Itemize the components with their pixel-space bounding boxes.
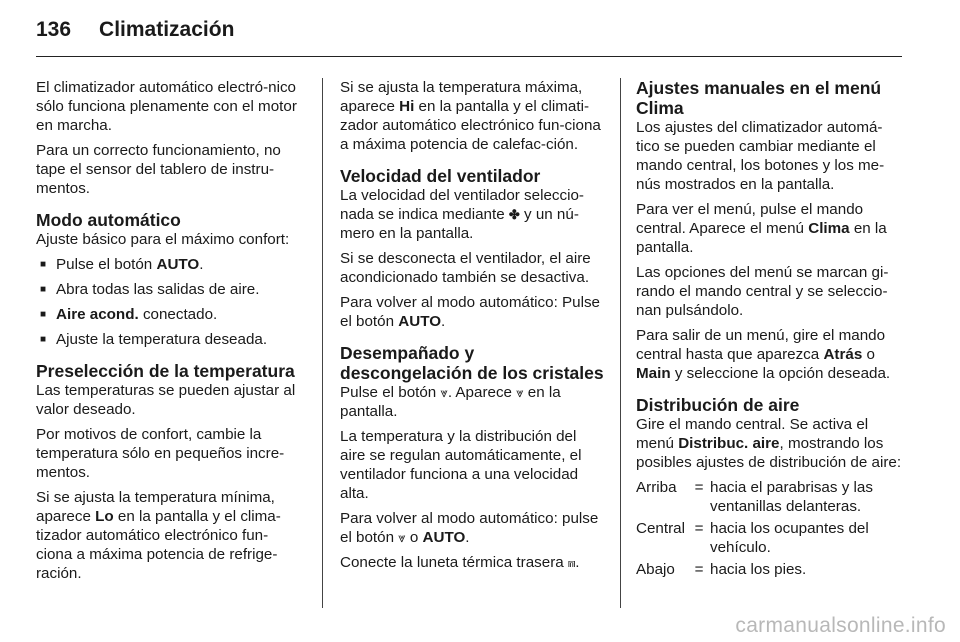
column-3: [636, 78, 904, 582]
defrost-icon: ⩔: [398, 530, 406, 545]
table-row: Arriba = hacia el parabrisas y las ventanillas delanteras.: [636, 479, 873, 515]
paragraph: Para ver el menú, pulse el mando central. Aparece el menú Clima en la pantalla.: [636, 201, 887, 256]
section-heading: Preselección de la temperatura: [36, 361, 295, 381]
page-number: 136: [36, 18, 72, 41]
section-heading: Modo automático: [36, 210, 181, 230]
bullet-list: [36, 255, 304, 349]
paragraph: Para un correcto funcionamiento, no tape el sensor del tablero de instru-mentos.: [36, 142, 281, 197]
page-title: Climatización: [99, 18, 235, 41]
column-divider: [322, 78, 323, 608]
paragraph: Si se ajusta la temperatura máxima, aparece Hi en la pantalla y el climati-zador automático electrónico fun-ciona a máxima potencia de calefac-ción.: [340, 79, 601, 153]
paragraph: Por motivos de confort, cambie la temperatura sólo en pequeños incre-mentos.: [36, 426, 285, 481]
fan-icon: ✤: [508, 207, 520, 222]
paragraph: La temperatura y la distribución del aire se regulan automáticamente, el ventilador funciona a una velocidad alta.: [340, 428, 582, 502]
list-item: ■ Pulse el botón AUTO.: [36, 255, 304, 274]
paragraph: Para volver al modo automático: pulse el botón ⩔ o AUTO.: [340, 510, 599, 546]
paragraph: Los ajustes del climatizador automá-tico se pueden cambiar mediante el mando central, los botones y los me-nús mostrados en la pantalla.: [636, 119, 885, 193]
page-header: [36, 18, 234, 42]
column-1: [36, 78, 304, 589]
column-2: [340, 78, 604, 578]
column-divider: [620, 78, 621, 608]
paragraph: Si se desconecta el ventilador, el aire acondicionado también se desactiva.: [340, 250, 591, 286]
paragraph: El climatizador automático electró-nico sólo funciona plenamente con el motor en marcha.: [36, 79, 297, 134]
list-item: ■ Ajuste la temperatura deseada.: [36, 330, 304, 349]
paragraph: Para salir de un menú, gire el mando central hasta que aparezca Atrás o Main y seleccione la opción deseada.: [636, 327, 891, 382]
paragraph: Las opciones del menú se marcan gi-rando el mando central y se seleccio-nan pulsándolo.: [636, 264, 889, 319]
defrost-icon: ⩔: [440, 385, 448, 400]
paragraph: Para volver al modo automático: Pulse el botón AUTO.: [340, 294, 601, 330]
watermark: carmanualsonline.info: [735, 614, 946, 637]
section-heading: Velocidad del ventilador: [340, 166, 541, 186]
section-heading: Ajustes manuales en el menú Clima: [636, 78, 882, 118]
paragraph: Pulse el botón ⩔. Aparece ⩔ en la pantalla.: [340, 384, 561, 420]
rear-window-heater-icon: ⩎: [567, 555, 576, 570]
table-row: Central = hacia los ocupantes del vehículo.: [636, 520, 869, 556]
table-row: Abajo = hacia los pies.: [636, 561, 807, 578]
paragraph: Las temperaturas se pueden ajustar al valor deseado.: [36, 382, 296, 418]
air-distribution-table: [636, 478, 904, 582]
defrost-icon: ⩔: [516, 385, 524, 400]
header-rule: [36, 56, 902, 57]
section-heading: Distribución de aire: [636, 395, 800, 415]
paragraph: Ajuste básico para el máximo confort:: [36, 231, 290, 248]
list-item: ■ Aire acond. conectado.: [36, 305, 304, 324]
list-item: ■ Abra todas las salidas de aire.: [36, 280, 304, 299]
section-heading: Desempañado y descongelación de los cristales: [340, 343, 604, 383]
paragraph: Si se ajusta la temperatura mínima, aparece Lo en la pantalla y el clima-tizador automático electrónico fun-ciona a máxima potencia de refrige-ración.: [36, 489, 281, 582]
paragraph: La velocidad del ventilador seleccio-nada se indica mediante ✤ y un nú-mero en la pantalla.: [340, 187, 584, 242]
paragraph: Gire el mando central. Se activa el menú Distribuc. aire, mostrando los posibles ajustes de distribución de aire:: [636, 416, 902, 471]
paragraph: Conecte la luneta térmica trasera ⩎.: [340, 554, 580, 571]
